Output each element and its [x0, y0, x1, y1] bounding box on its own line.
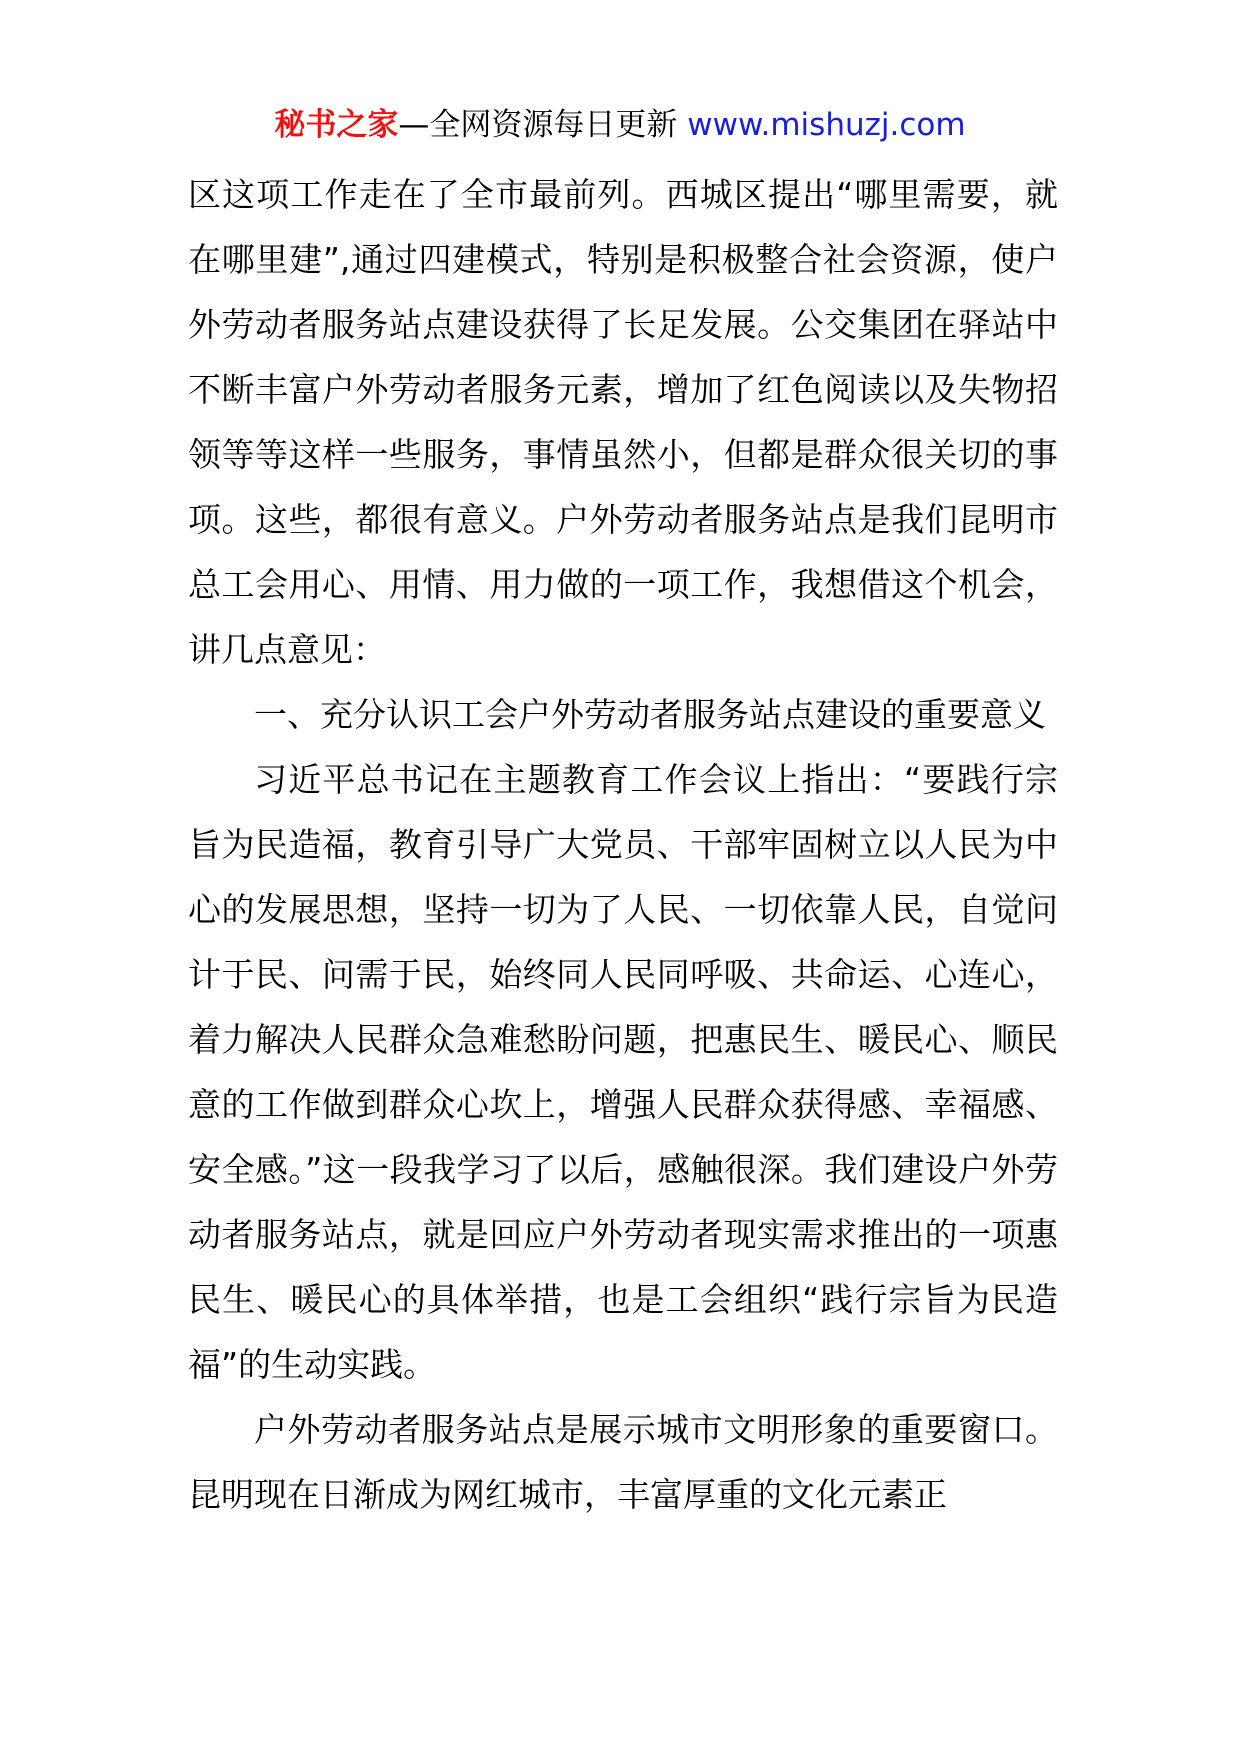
header-brand: 秘书之家 — [274, 107, 399, 143]
header-tagline: —全网资源每日更新 — [398, 107, 688, 143]
watermark-header — [0, 100, 1240, 150]
section-heading: 一、充分认识工会户外劳动者服务站点建设的重要意义 — [254, 695, 1046, 734]
paragraph-quote: 习近平总书记在主题教育工作会议上指出：“要践行宗旨为民造福，教育引导广大党员、干部牢固树立以人民为中心的发展思想，坚持一切为了人民、一切依靠人民，自觉问计于民、问需于民，始终同人民同呼吸、共命运、心连心，着力解决人民群众急难愁盼问题，把惠民生、暖民心、顺民意的工作做到群众心坎上，增强人民群众获得感、幸福感、安全感。”这一段我学习了以后，感触很深。我们建设户外劳动者服务站点，就是回应户外劳动者现实需求推出的一项惠民生、暖民心的具体举措，也是工会组织“践行宗旨为民造福”的生动实践。 — [188, 760, 1058, 1384]
document-body — [188, 162, 1058, 1527]
paragraph-continuation: 区这项工作走在了全市最前列。西城区提出“哪里需要，就在哪里建”,通过四建模式，特别是积极整合社会资源，使户外劳动者服务站点建设获得了长足发展。公交集团在驿站中不断丰富户外劳动者服务元素，增加了红色阅读以及失物招领等等这样一些服务，事情虽然小，但都是群众很关切的事项。这些，都很有意义。户外劳动者服务站点是我们昆明市总工会用心、用情、用力做的一项工作，我想借这个机会，讲几点意见： — [188, 175, 1058, 669]
header-url[interactable]: www.mishuzj.com — [687, 107, 966, 143]
paragraph-window: 户外劳动者服务站点是展示城市文明形象的重要窗口。昆明现在日渐成为网红城市，丰富厚重的文化元素正 — [188, 1410, 1058, 1514]
